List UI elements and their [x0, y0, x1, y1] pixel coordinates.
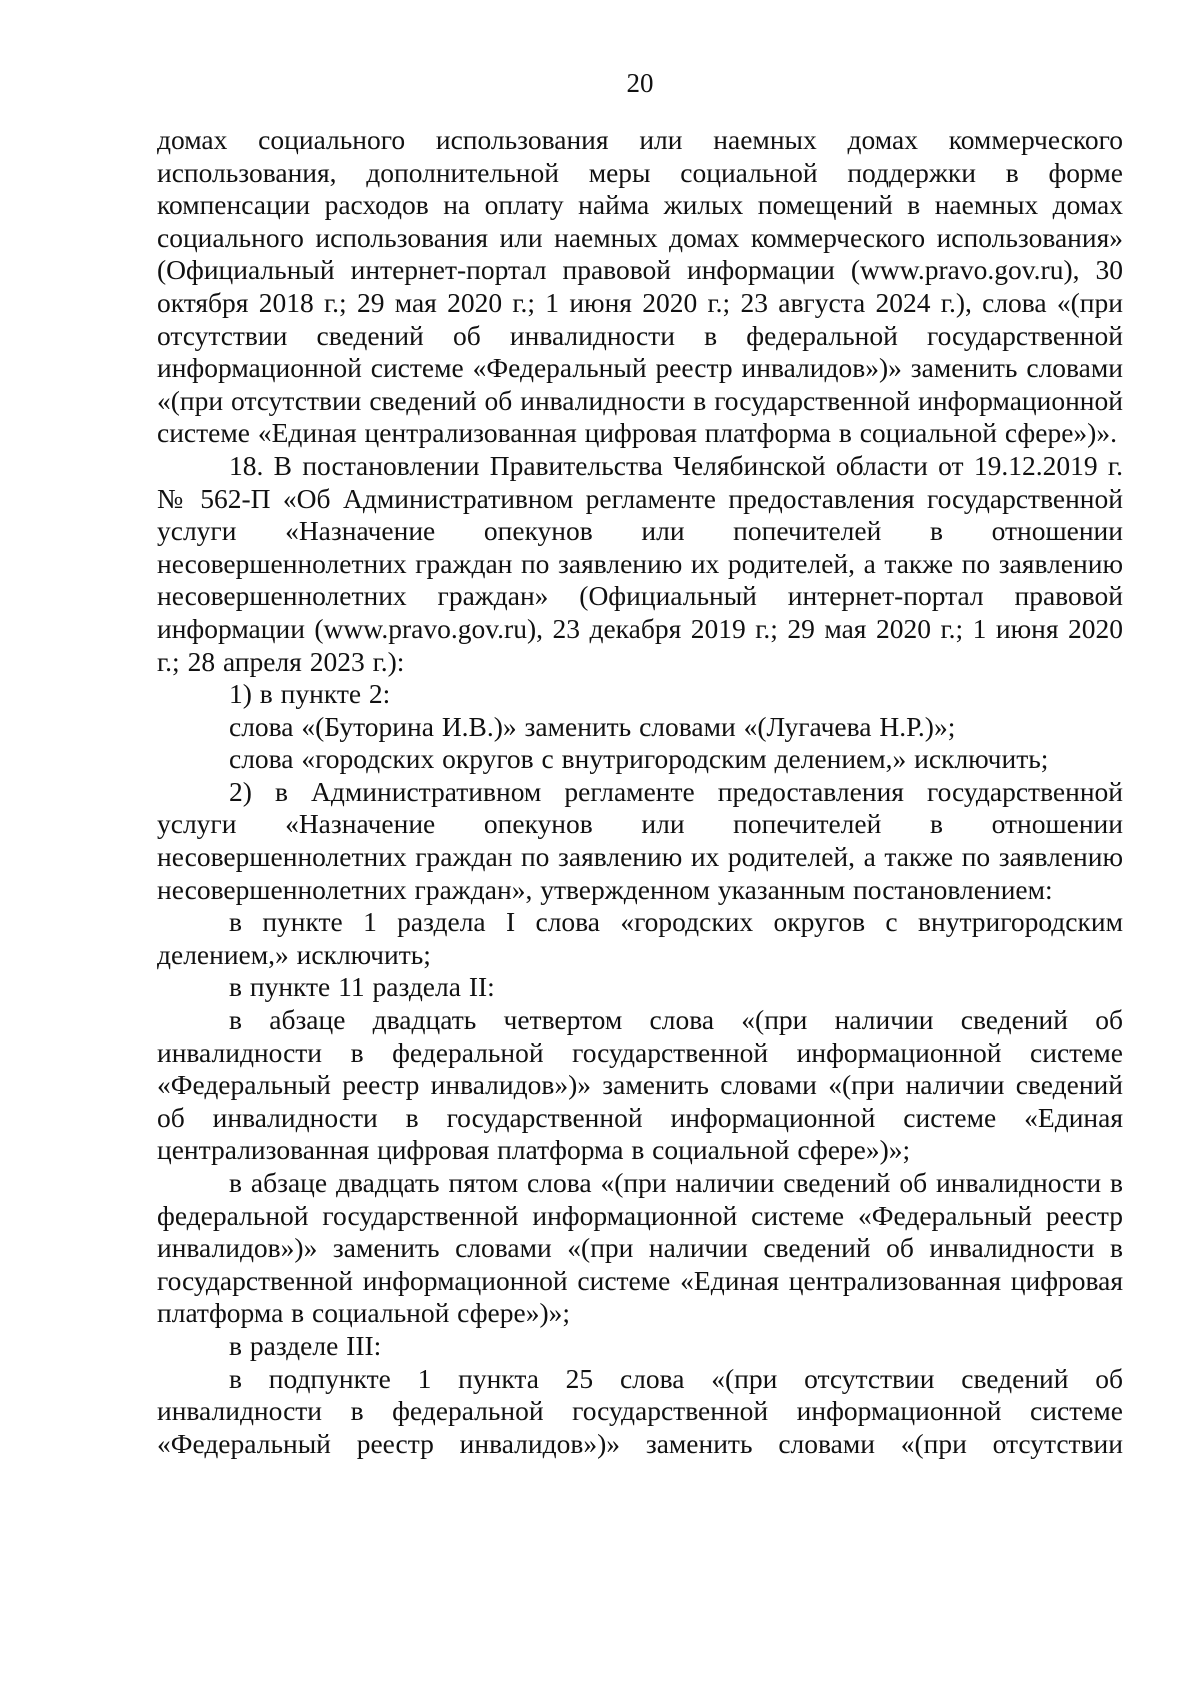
- page-number: 20: [626, 68, 654, 98]
- paragraph-section-2-point-11: в пункте 11 раздела II:: [229, 971, 495, 1003]
- paragraph-abzac-24: в абзаце двадцать четвертом слова «(при наличии сведений об инвалидности в федеральной государственной информационной системе «Федеральный реестр инвалидов»)» заменить словами «(при наличии сведений об инвалидности в государственной информационной системе «Единая централизованная цифровая платформа в социальной сфере»)»;: [157, 1004, 1123, 1166]
- paragraph-section-3: в разделе III:: [229, 1329, 382, 1361]
- paragraph-subitem-2: 2) в Административном регламенте предоставления государственной услуги «Назначение опекунов или попечителей в отношении несовершеннолетних граждан по заявлению их родителей, а также по заявлению несовершеннолетних граждан», утвержденном указанным постановлением:: [157, 775, 1123, 905]
- paragraph-section-1-point-1: в пункте 1 раздела I слова «городских округов с внутригородским делением,» исключить;: [157, 906, 1123, 970]
- paragraph-subpoint-1-point-25: в подпункте 1 пункта 25 слова «(при отсутствии сведений об инвалидности в федеральной государственной информационной системе «Федеральный реестр инвалидов»)» заменить словами «(при отсутствии: [157, 1362, 1123, 1459]
- paragraph-abzac-25: в абзаце двадцать пятом слова «(при наличии сведений об инвалидности в федеральной государственной информационной системе «Федеральный реестр инвалидов»)» заменить словами «(при наличии сведений об инвалидности в государственной информационной системе «Единая централизованная цифровая платформа в социальной сфере»)»;: [157, 1167, 1123, 1329]
- paragraph-words-replace-1: слова «(Буторина И.В.)» заменить словами «(Лугачева Н.Р.)»;: [229, 710, 956, 742]
- paragraph-item-18: 18. В постановлении Правительства Челябинской области от 19.12.2019 г. № 562-П «Об Административном регламенте предоставления государственной услуги «Назначение опекунов или попечителей в отношении несовершеннолетних граждан по заявлению их родителей, а также по заявлению несовершеннолетних граждан» (Официальный интернет-портал правовой информации (www.pravo.gov.ru), 23 декабря 2019 г.; 29 мая 2020 г.; 1 июня 2020 г.; 28 апреля 2023 г.):: [157, 449, 1123, 677]
- paragraph-subitem-1: 1) в пункте 2:: [229, 678, 391, 710]
- paragraph-continuation: домах социального использования или наемных домах коммерческого использования, дополнительной меры социальной поддержки в форме компенсации расходов на оплату найма жилых помещений в наемных домах социального использования или наемных домах коммерческого использования» (Официальный интернет-портал правовой информации (www.pravo.gov.ru), 30 октября 2018 г.; 29 мая 2020 г.; 1 июня 2020 г.; 23 августа 2024 г.), слова «(при отсутствии сведений об инвалидности в федеральной государственной информационной системе «Федеральный реестр инвалидов»)» заменить словами «(при отсутствии сведений об инвалидности в государственной информационной системе «Единая централизованная цифровая платформа в социальной сфере»)».: [157, 124, 1123, 449]
- document-body: [157, 124, 1123, 1460]
- paragraph-words-exclude-1: слова «городских округов с внутригородским делением,» исключить;: [229, 743, 1049, 775]
